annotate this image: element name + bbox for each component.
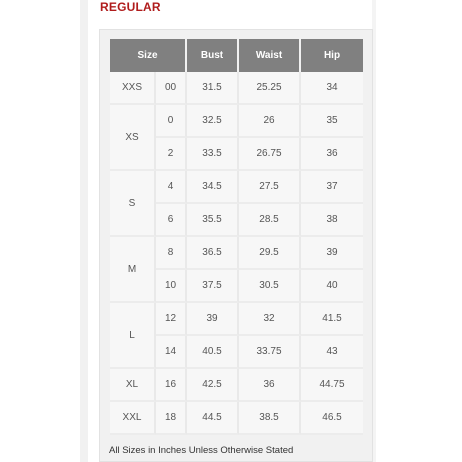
waist-cell: 38.5	[239, 402, 301, 435]
num-cell: 8	[156, 237, 187, 270]
footnote: All Sizes in Inches Unless Otherwise Stated	[109, 445, 294, 456]
size-label-cell: XS	[110, 105, 156, 171]
size-label-cell: XXS	[110, 72, 156, 105]
hip-cell: 40	[301, 270, 363, 303]
hip-cell: 44.75	[301, 369, 363, 402]
num-cell: 18	[156, 402, 187, 435]
num-cell: 12	[156, 303, 187, 336]
table-body	[110, 72, 363, 435]
size-table	[110, 39, 363, 435]
bust-cell: 35.5	[187, 204, 239, 237]
bust-cell: 32.5	[187, 105, 239, 138]
hip-cell: 43	[301, 336, 363, 369]
header-waist: Waist	[239, 39, 301, 72]
size-label-cell: XXL	[110, 402, 156, 435]
size-label-cell: S	[110, 171, 156, 237]
waist-cell: 29.5	[239, 237, 301, 270]
size-label-cell: XL	[110, 369, 156, 402]
num-cell: 6	[156, 204, 187, 237]
num-cell: 00	[156, 72, 187, 105]
waist-cell: 27.5	[239, 171, 301, 204]
hip-cell: 35	[301, 105, 363, 138]
num-cell: 10	[156, 270, 187, 303]
table-row	[110, 105, 363, 138]
section-title: REGULAR	[100, 0, 161, 14]
bust-cell: 42.5	[187, 369, 239, 402]
num-cell: 2	[156, 138, 187, 171]
table-row	[110, 369, 363, 402]
left-margin-strip	[80, 0, 88, 462]
bust-cell: 33.5	[187, 138, 239, 171]
waist-cell: 26.75	[239, 138, 301, 171]
header-bust: Bust	[187, 39, 239, 72]
bust-cell: 40.5	[187, 336, 239, 369]
waist-cell: 25.25	[239, 72, 301, 105]
size-label-cell: L	[110, 303, 156, 369]
table-row	[110, 303, 363, 336]
waist-cell: 30.5	[239, 270, 301, 303]
hip-cell: 39	[301, 237, 363, 270]
table-row	[110, 171, 363, 204]
bust-cell: 44.5	[187, 402, 239, 435]
waist-cell: 33.75	[239, 336, 301, 369]
table-header-row	[110, 39, 363, 72]
size-label-cell: M	[110, 237, 156, 303]
waist-cell: 28.5	[239, 204, 301, 237]
header-size: Size	[110, 39, 187, 72]
bust-cell: 34.5	[187, 171, 239, 204]
table-row	[110, 402, 363, 435]
hip-cell: 37	[301, 171, 363, 204]
bust-cell: 31.5	[187, 72, 239, 105]
hip-cell: 36	[301, 138, 363, 171]
waist-cell: 36	[239, 369, 301, 402]
num-cell: 4	[156, 171, 187, 204]
bust-cell: 37.5	[187, 270, 239, 303]
bust-cell: 36.5	[187, 237, 239, 270]
bust-cell: 39	[187, 303, 239, 336]
hip-cell: 38	[301, 204, 363, 237]
hip-cell: 34	[301, 72, 363, 105]
num-cell: 0	[156, 105, 187, 138]
num-cell: 14	[156, 336, 187, 369]
table-row	[110, 72, 363, 105]
hip-cell: 41.5	[301, 303, 363, 336]
header-hip: Hip	[301, 39, 363, 72]
waist-cell: 26	[239, 105, 301, 138]
num-cell: 16	[156, 369, 187, 402]
waist-cell: 32	[239, 303, 301, 336]
hip-cell: 46.5	[301, 402, 363, 435]
table-row	[110, 237, 363, 270]
